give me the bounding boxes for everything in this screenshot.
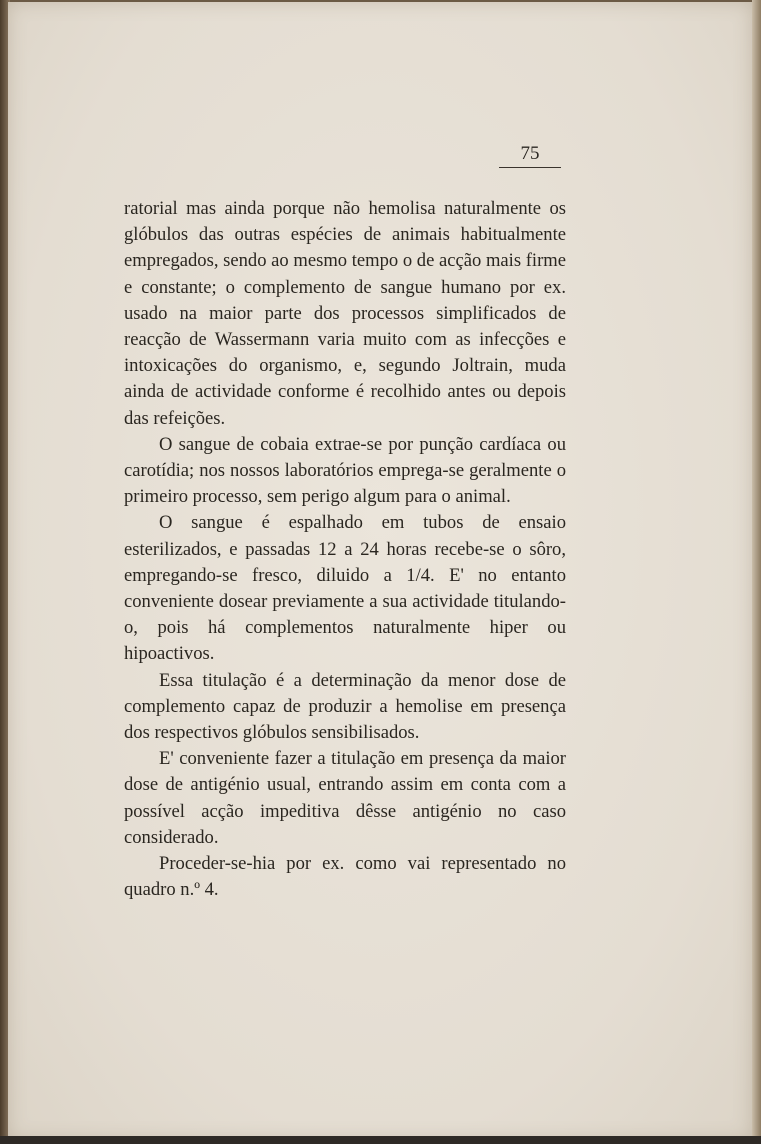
page-bottom-edge <box>0 1136 761 1144</box>
page-number: 75 <box>499 143 561 168</box>
paragraph: ratorial mas ainda porque não hemolisa naturalmente os glóbulos das outras espécies de animais habitualmente empregados, sendo ao mesmo tempo o de acção mais firme e constante; o complemento de sangue humano por ex. usado na maior parte dos processos simplificados de reacção de Wassermann varia muito com as infecções e intoxicações do organismo, e, segundo Joltrain, muda ainda de actividade conforme é recolhido antes ou depois das refeições. <box>124 198 566 429</box>
page-edge <box>752 0 761 1144</box>
paragraph: O sangue é espalhado em tubos de ensaio esterilizados, e passadas 12 a 24 horas recebe-se o sôro, empregando-se fresco, diluido a 1/4. E' no entanto conveniente dosear previamente a sua actividade titulando-o, pois há complementos naturalmente hiper ou hipoactivos. <box>124 512 566 665</box>
paragraph: Essa titulação é a determinação da menor dose de complemento capaz de produzir a hemolise em presença dos respectivos glóbulos sensibilisados. <box>124 669 566 744</box>
paragraph: Proceder-se-hia por ex. como vai representado no quadro n.º 4. <box>124 853 566 901</box>
body-text <box>124 196 566 903</box>
paragraph: O sangue de cobaia extrae-se por punção cardíaca ou carotídia; nos nossos laboratórios emprega-se geralmente o primeiro processo, sem perigo algum para o animal. <box>124 433 566 508</box>
paragraph: E' conveniente fazer a titulação em presença da maior dose de antigénio usual, entrando assim em conta com a possível acção impeditiva dêsse antigénio no caso considerado. <box>124 748 566 848</box>
